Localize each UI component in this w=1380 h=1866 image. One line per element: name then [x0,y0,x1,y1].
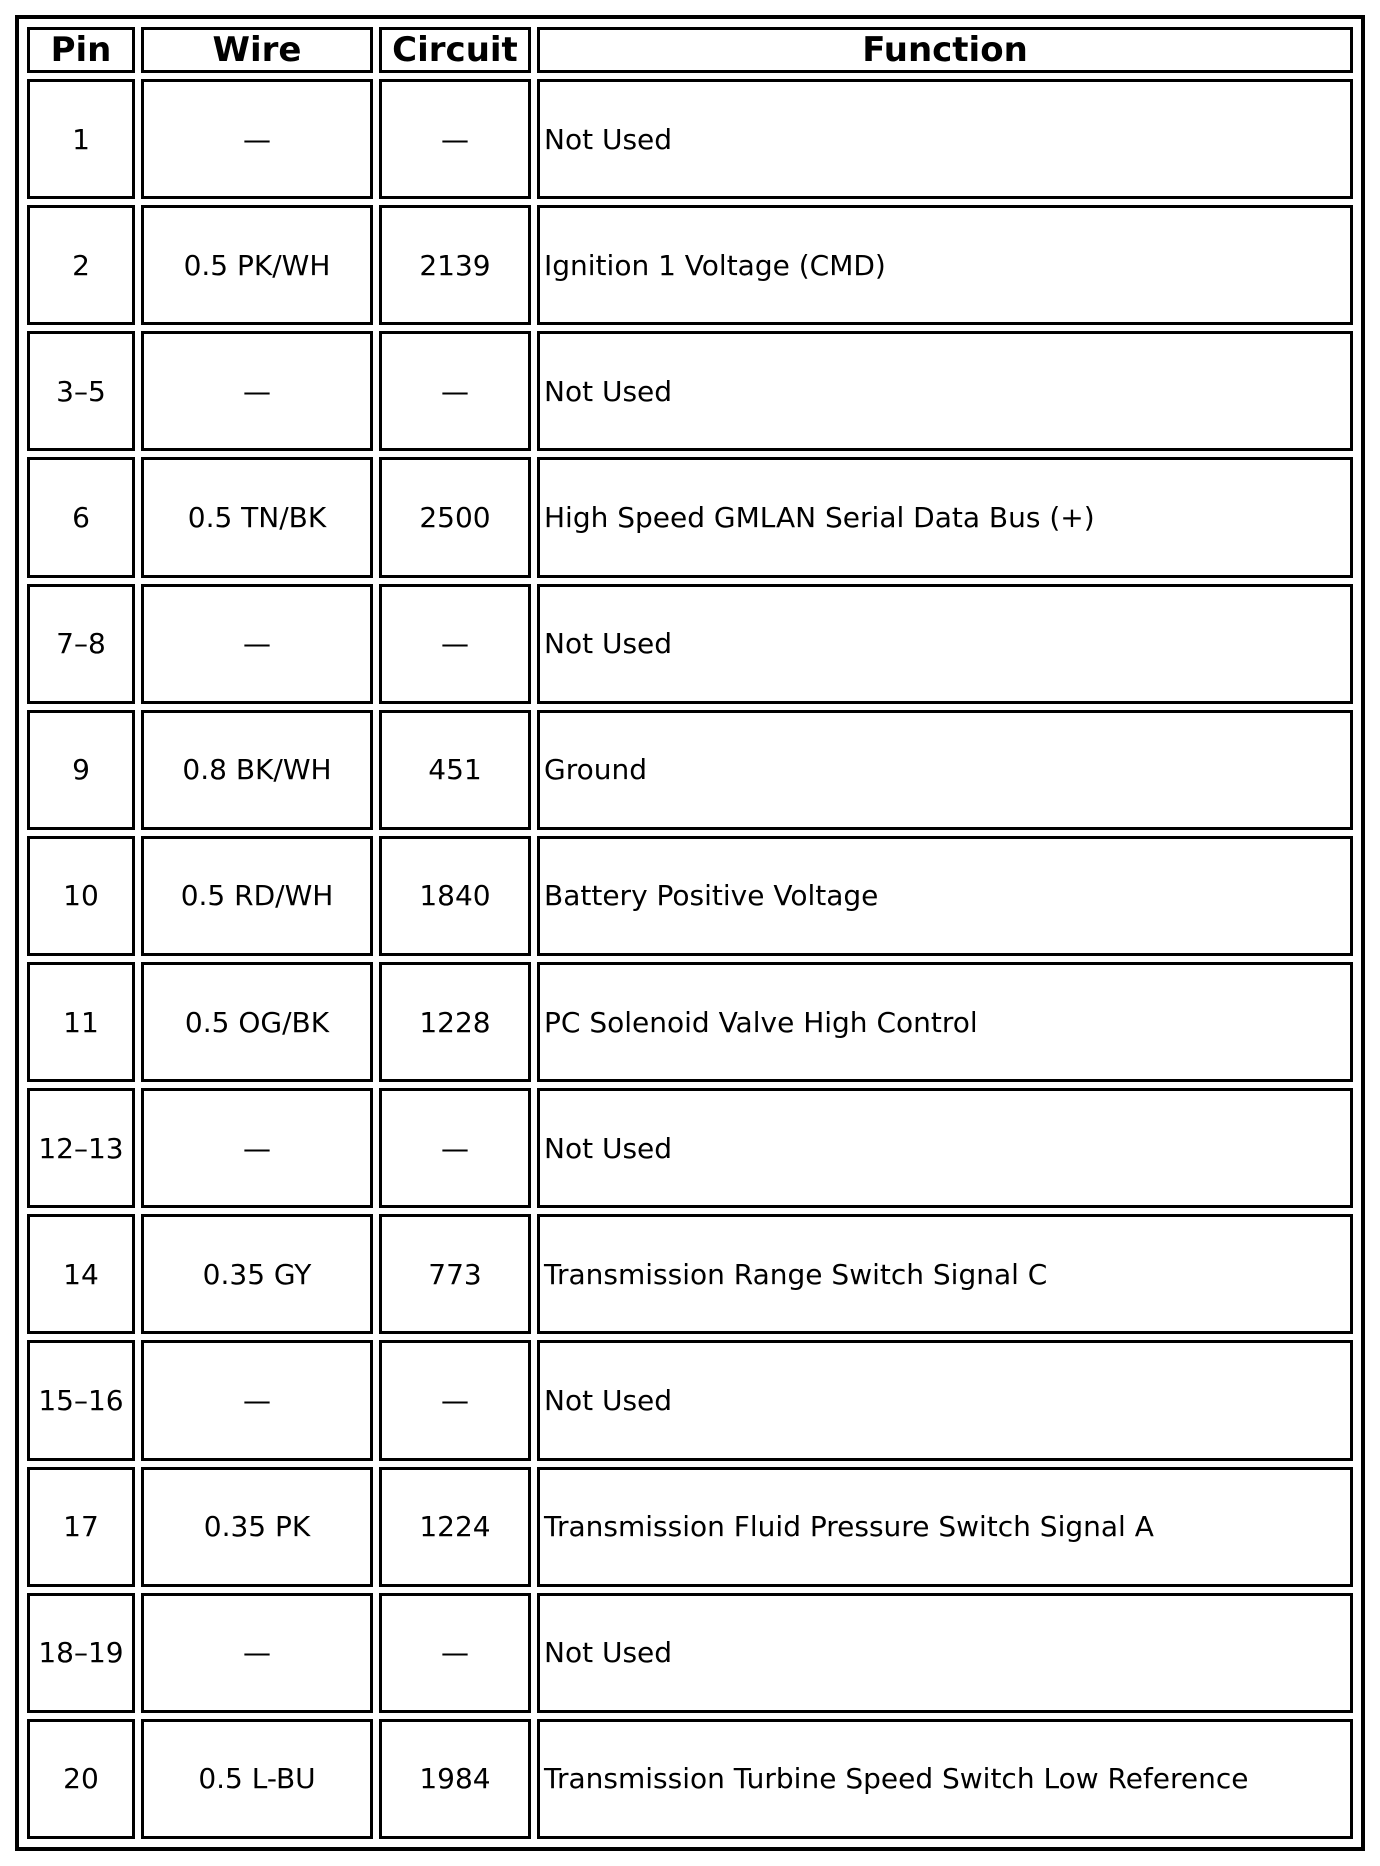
cell-function: Ground [537,710,1353,830]
table-row [27,205,1353,325]
cell-wire: 0.35 GY [141,1214,373,1334]
cell-pin: 14 [27,1214,135,1334]
table-frame [15,15,1365,1851]
cell-pin: 15–16 [27,1340,135,1460]
cell-wire: 0.5 OG/BK [141,962,373,1082]
cell-function: Transmission Turbine Speed Switch Low Reference [537,1719,1353,1839]
table-row [27,79,1353,199]
cell-wire: — [141,1340,373,1460]
cell-circuit: — [379,584,531,704]
cell-pin: 6 [27,457,135,577]
cell-function: Not Used [537,79,1353,199]
cell-circuit: 1228 [379,962,531,1082]
table-row [27,1340,1353,1460]
cell-circuit: 773 [379,1214,531,1334]
cell-pin: 17 [27,1467,135,1587]
cell-pin: 20 [27,1719,135,1839]
table-row [27,836,1353,956]
cell-function: Transmission Range Switch Signal C [537,1214,1353,1334]
cell-function: High Speed GMLAN Serial Data Bus (+) [537,457,1353,577]
table-row [27,1214,1353,1334]
cell-circuit: — [379,1593,531,1713]
cell-circuit: 1840 [379,836,531,956]
cell-wire: — [141,79,373,199]
cell-circuit: 1984 [379,1719,531,1839]
cell-pin: 11 [27,962,135,1082]
connector-pinout-table [21,21,1359,1845]
table-row [27,1719,1353,1839]
cell-wire: — [141,331,373,451]
cell-pin: 18–19 [27,1593,135,1713]
cell-function: Battery Positive Voltage [537,836,1353,956]
header-pin: Pin [27,27,135,73]
cell-circuit: 451 [379,710,531,830]
cell-wire: 0.5 PK/WH [141,205,373,325]
cell-pin: 9 [27,710,135,830]
cell-wire: — [141,1593,373,1713]
cell-wire: 0.35 PK [141,1467,373,1587]
cell-function: Transmission Fluid Pressure Switch Signal A [537,1467,1353,1587]
table-row [27,457,1353,577]
cell-wire: 0.5 L-BU [141,1719,373,1839]
cell-circuit: — [379,1088,531,1208]
cell-circuit: — [379,79,531,199]
cell-function: Not Used [537,584,1353,704]
cell-pin: 2 [27,205,135,325]
table-row [27,710,1353,830]
cell-wire: — [141,1088,373,1208]
cell-pin: 7–8 [27,584,135,704]
cell-wire: 0.5 RD/WH [141,836,373,956]
cell-pin: 10 [27,836,135,956]
cell-wire: 0.8 BK/WH [141,710,373,830]
cell-pin: 1 [27,79,135,199]
header-wire: Wire [141,27,373,73]
cell-pin: 3–5 [27,331,135,451]
cell-wire: 0.5 TN/BK [141,457,373,577]
cell-function: Not Used [537,1088,1353,1208]
cell-circuit: — [379,1340,531,1460]
table-row [27,1593,1353,1713]
cell-circuit: 2500 [379,457,531,577]
table-row [27,331,1353,451]
table-row [27,1088,1353,1208]
cell-pin: 12–13 [27,1088,135,1208]
cell-circuit: 1224 [379,1467,531,1587]
header-circuit: Circuit [379,27,531,73]
cell-function: Ignition 1 Voltage (CMD) [537,205,1353,325]
cell-wire: — [141,584,373,704]
header-row [27,27,1353,73]
cell-circuit: — [379,331,531,451]
table-row [27,962,1353,1082]
cell-function: Not Used [537,331,1353,451]
cell-circuit: 2139 [379,205,531,325]
cell-function: Not Used [537,1340,1353,1460]
table-row [27,1467,1353,1587]
header-function: Function [537,27,1353,73]
table-body [27,79,1353,1839]
cell-function: PC Solenoid Valve High Control [537,962,1353,1082]
table-row [27,584,1353,704]
cell-function: Not Used [537,1593,1353,1713]
